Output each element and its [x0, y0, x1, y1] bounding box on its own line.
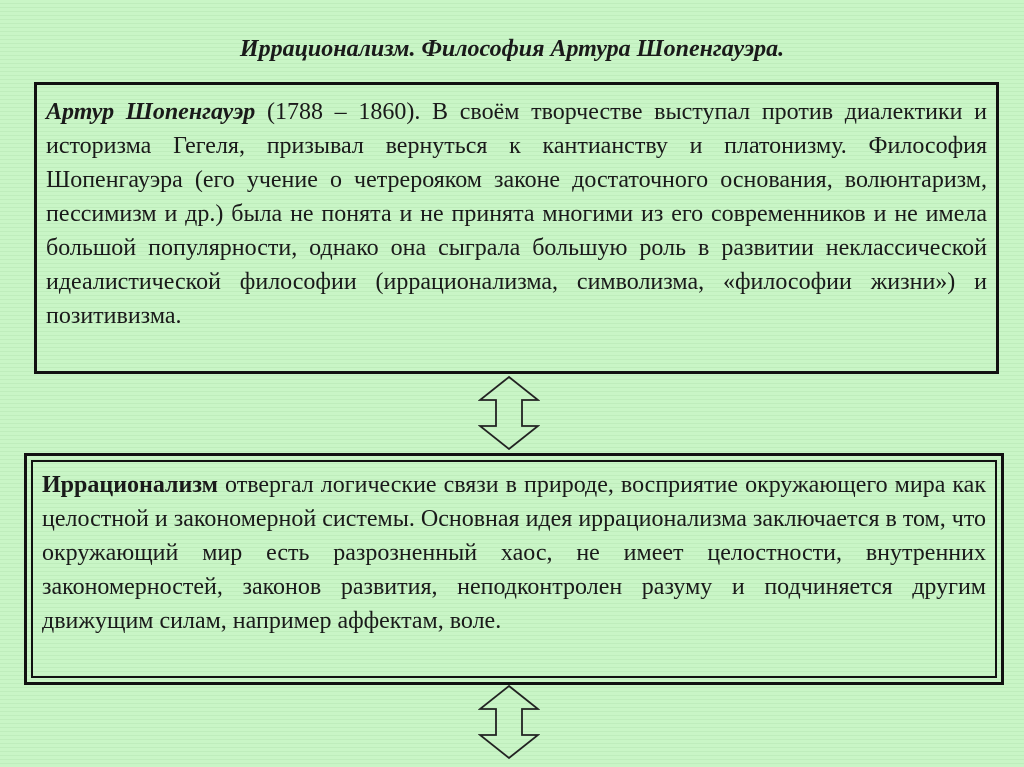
irrationalism-inner-frame — [31, 460, 997, 678]
irrationalism-term: Иррационализм — [42, 472, 219, 498]
irrationalism-paragraph — [42, 468, 986, 638]
schopenhauer-name: Артур Шопенгауэр — [46, 99, 256, 125]
double-arrow-vertical-icon — [478, 684, 540, 760]
slide-title: Иррационализм. Философия Артура Шопенгауэра. — [239, 36, 785, 62]
schopenhauer-box — [34, 82, 999, 374]
irrationalism-text: отвергал логические связи в природе, восприятие окружающего мира как целостной и закономерной системы. Основная идея иррационализма заключается в том, что окружающий мир есть разрозненный хаос, не имеет целостности, внутренних закономерностей, законов развития, неподконтролен разуму и подчиняется другим движущим силам, например аффектам, воле. — [42, 472, 986, 634]
schopenhauer-text: (1788 – 1860). В своём творчестве выступал против диалектики и историзма Гегеля, призывал вернуться к кантианству и платонизму. Философия Шопенгауэра (его учение о четрерояком законе достаточного основания, волюнтаризм, пессимизм и др.) была не понята и не принята многими из его современников и не имела большой популярности, однако она сыграла большую роль в развитии неклассической идеалистической философии (иррационализма, символизма, «философии жизни») и позитивизма. — [46, 99, 987, 329]
schopenhauer-paragraph — [46, 95, 987, 333]
irrationalism-box — [24, 453, 1004, 685]
double-arrow-vertical-icon — [478, 375, 540, 451]
